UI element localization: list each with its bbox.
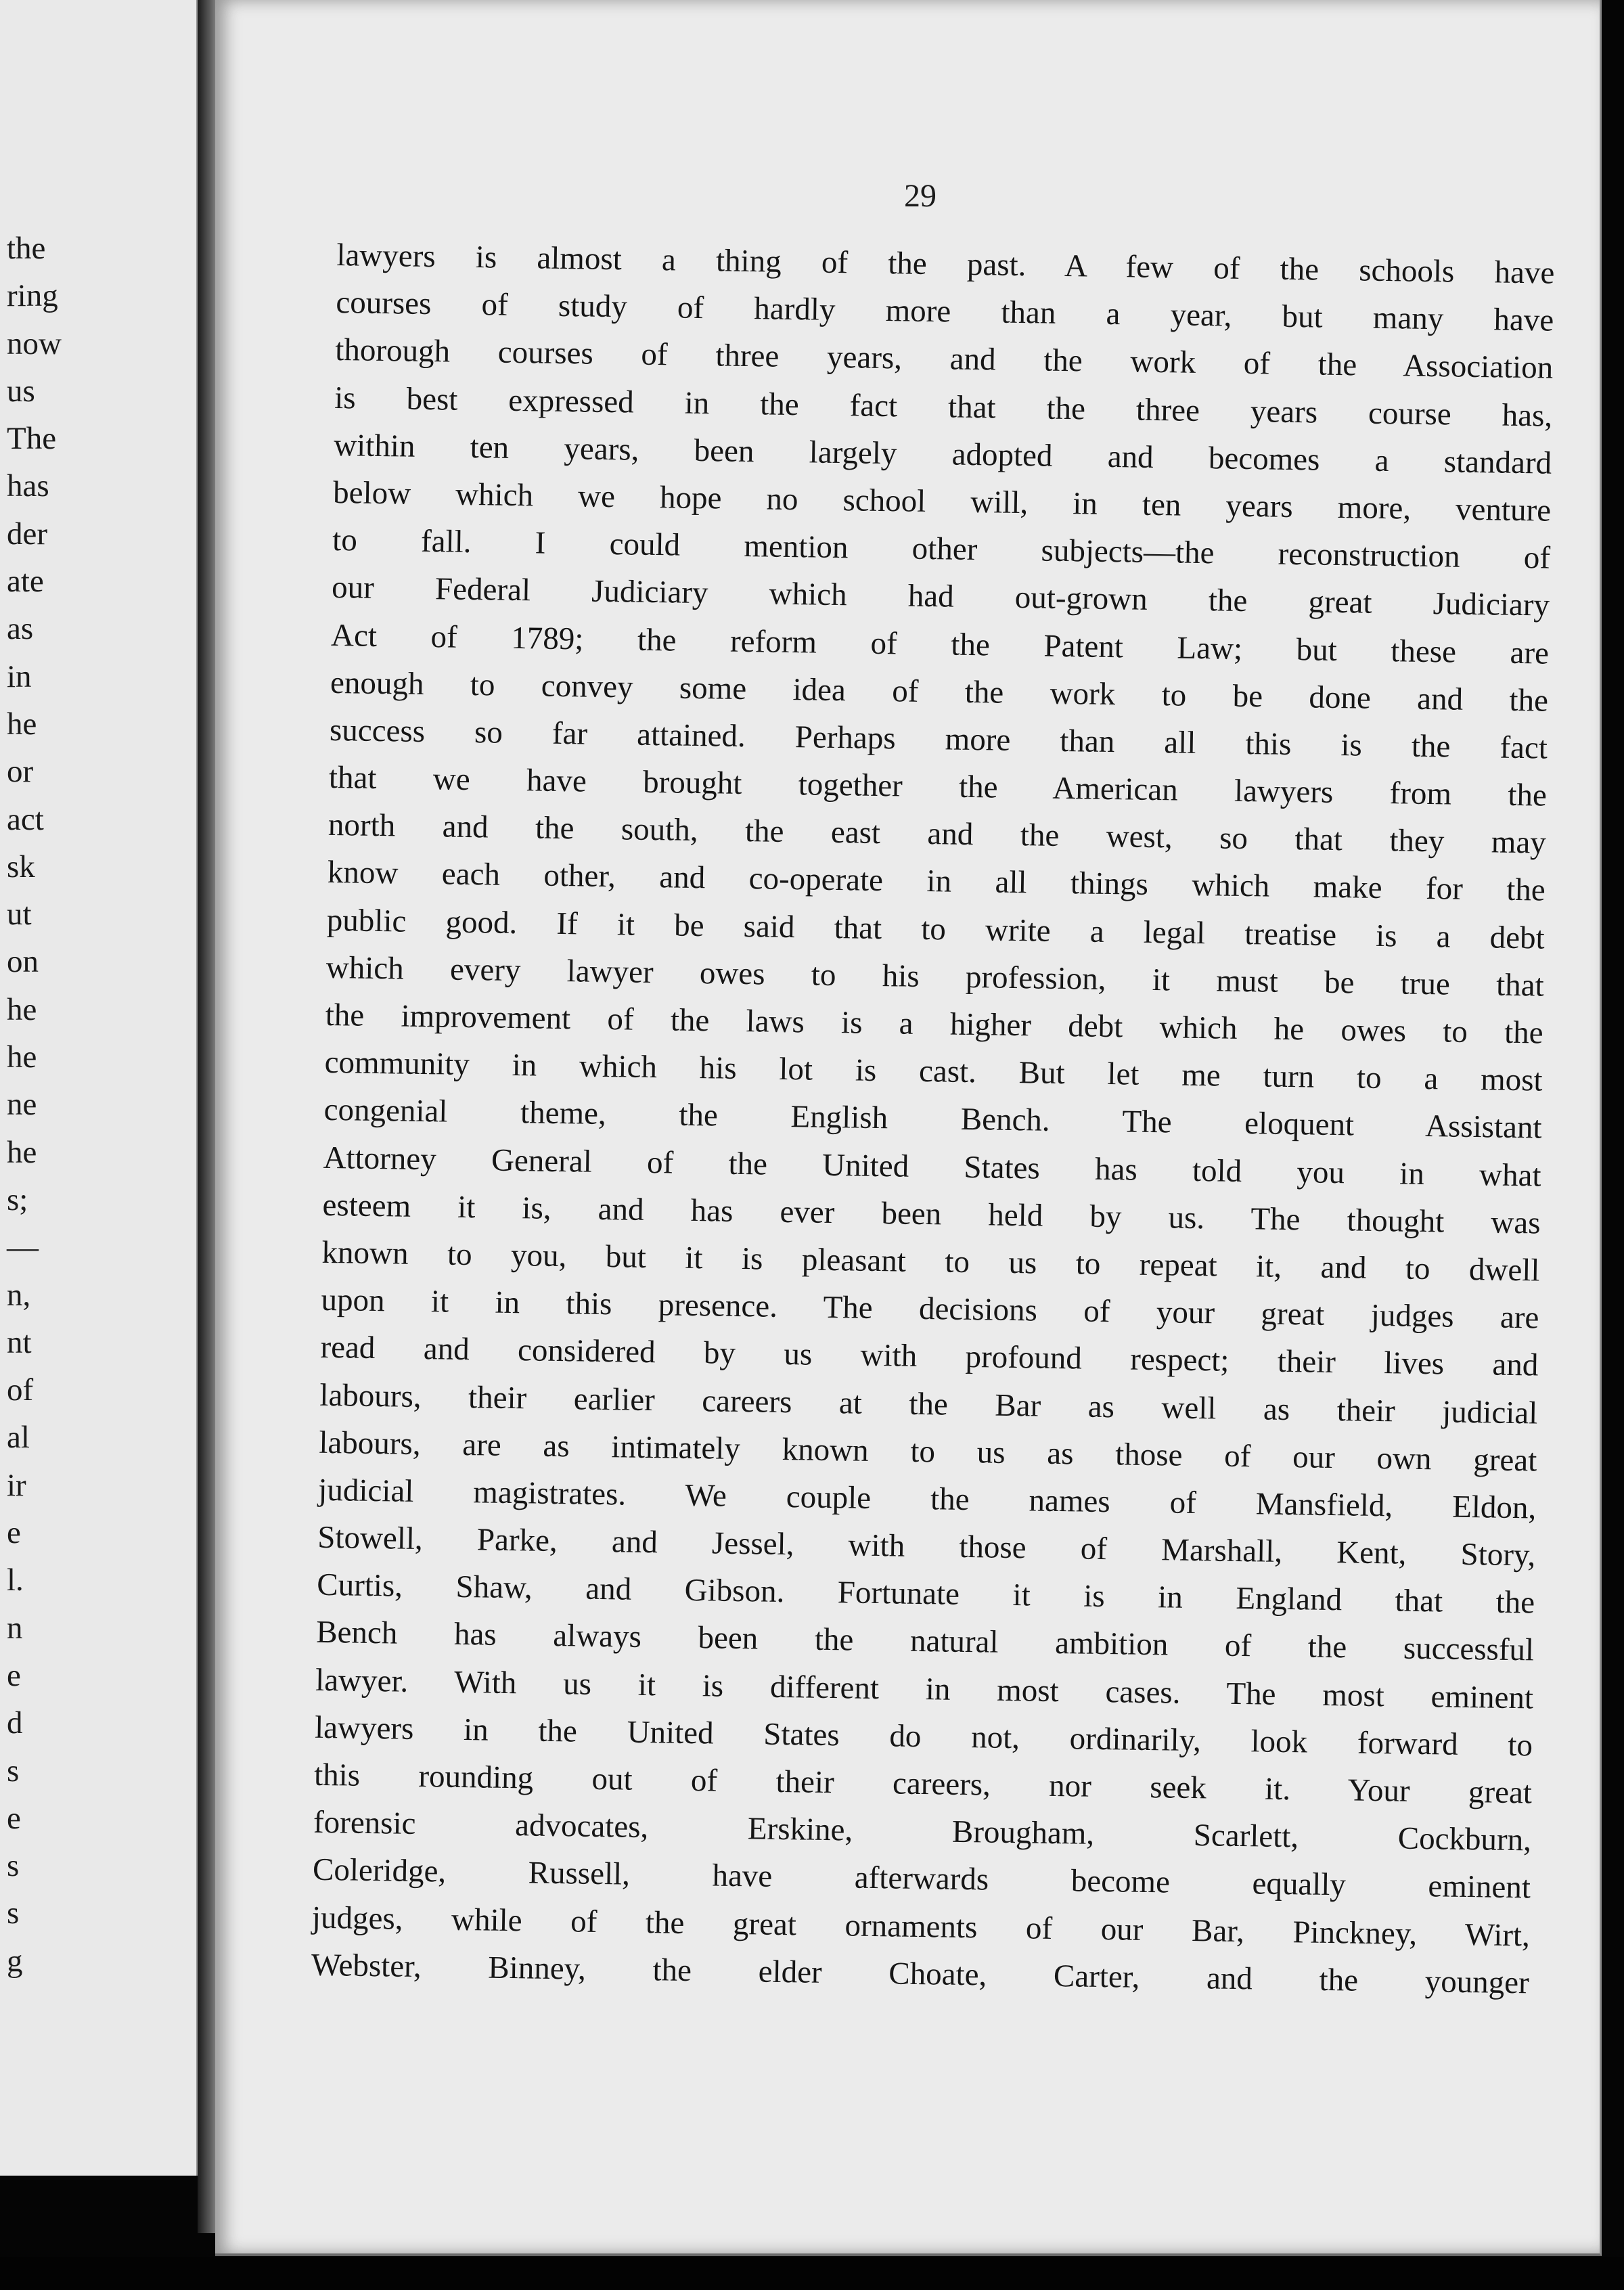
previous-page-line-fragment: as xyxy=(7,611,34,647)
previous-page-line-fragment: he xyxy=(7,1134,37,1170)
text-line: which every lawyer owes to his profession, it must be true that xyxy=(325,949,1545,1004)
text-line: Coleridge, Russell, have afterwards become equally eminent xyxy=(312,1852,1531,1906)
scan-bottom-edge xyxy=(0,2257,1624,2290)
page-body-text xyxy=(311,231,1554,2006)
text-line: thorough courses of three years, and the work of the Association xyxy=(335,332,1554,386)
text-line: congenial theme, the English Bench. The eloquent Assistant xyxy=(323,1092,1542,1146)
previous-page-line-fragment: has xyxy=(7,468,49,504)
previous-page-line-fragment: The xyxy=(7,421,57,457)
text-line: Stowell, Parke, and Jessel, with those of Marshall, Kent, Story, xyxy=(317,1519,1536,1573)
current-page xyxy=(215,0,1602,2256)
previous-page-line-fragment: al xyxy=(7,1420,30,1456)
previous-page-line-fragment: s xyxy=(7,1895,20,1931)
text-line: is best expressed in the fact that the three years course has, xyxy=(334,380,1553,434)
previous-page-line-fragment: the xyxy=(7,231,46,266)
text-line: north and the south, the east and the west, so that they may xyxy=(328,807,1547,861)
text-line: esteem it is, and has ever been held by us. The thought was xyxy=(322,1187,1541,1241)
text-line: Act of 1789; the reform of the Patent Law; but these are xyxy=(330,617,1550,671)
previous-page-line-fragment: ne xyxy=(7,1087,37,1123)
previous-page-line-fragment: e xyxy=(7,1515,21,1551)
text-line: public good. If it be said that to write a legal treatise is a debt xyxy=(326,902,1546,956)
previous-page-line-fragment: ate xyxy=(7,564,44,600)
text-line: the improvement of the laws is a higher debt which he owes to the xyxy=(325,997,1544,1051)
text-line: Webster, Binney, the elder Choate, Carter, and the younger xyxy=(311,1947,1530,2001)
previous-page-line-fragment: ir xyxy=(7,1467,26,1503)
previous-page-line-fragment: — xyxy=(7,1230,39,1265)
previous-page-line-fragment: he xyxy=(7,706,37,742)
text-line: labours, are as intimately known to us as those of our own great xyxy=(319,1424,1537,1479)
text-line: within ten years, been largely adopted and becomes a standard xyxy=(333,427,1552,481)
previous-page-line-fragment: in xyxy=(7,658,32,694)
previous-page-line-fragment: of xyxy=(7,1372,34,1408)
previous-page-line-fragment: s xyxy=(7,1753,20,1789)
text-line: know each other, and co-operate in all things which make for the xyxy=(327,855,1546,909)
previous-page-text xyxy=(0,225,62,1985)
previous-page-line-fragment: sk xyxy=(7,849,35,884)
text-line: enough to convey some idea of the work to be done and the xyxy=(330,665,1549,719)
text-line: lawyer. With us it is different in most cases. The most eminent xyxy=(315,1662,1534,1716)
previous-page-line-fragment: now xyxy=(7,325,62,361)
text-line: that we have brought together the American lawyers from the xyxy=(328,759,1548,813)
text-line: lawyers is almost a thing of the past. A few of the schools have xyxy=(336,237,1555,291)
previous-page-line-fragment: he xyxy=(7,1039,37,1075)
previous-page-line-fragment: s xyxy=(7,1848,20,1884)
text-line: upon it in this presence. The decisions of your great judges are xyxy=(321,1282,1539,1336)
previous-page-line-fragment: l. xyxy=(7,1563,24,1598)
text-line: Bench has always been the natural ambition of the successful xyxy=(315,1615,1535,1668)
previous-page-line-fragment: s; xyxy=(7,1182,28,1217)
text-line: success so far attained. Perhaps more than all this is the fact xyxy=(329,712,1548,766)
previous-page-line-fragment: he xyxy=(7,991,37,1027)
previous-page xyxy=(0,0,200,2176)
page-number: 29 xyxy=(904,178,937,214)
text-line: Attorney General of the United States has told you in what xyxy=(323,1140,1541,1194)
previous-page-line-fragment: act xyxy=(7,801,44,837)
previous-page-line-fragment: n xyxy=(7,1610,23,1646)
text-line: to fall. I could mention other subjects—the reconstruction of xyxy=(332,522,1551,576)
text-line: this rounding out of their careers, nor seek it. Your great xyxy=(313,1757,1533,1811)
previous-page-line-fragment: e xyxy=(7,1800,21,1836)
text-line: known to you, but it is pleasant to us to repeat it, and to dwell xyxy=(321,1234,1540,1288)
previous-page-line-fragment: g xyxy=(7,1943,23,1979)
previous-page-line-fragment: ring xyxy=(7,278,58,314)
previous-page-line-fragment: us xyxy=(7,373,35,409)
text-line: judges, while of the great ornaments of our Bar, Pinckney, Wirt, xyxy=(311,1900,1531,1953)
previous-page-line-fragment: nt xyxy=(7,1324,32,1360)
previous-page-line-fragment: e xyxy=(7,1657,21,1693)
text-line: below which we hope no school will, in ten years more, venture xyxy=(332,474,1552,529)
previous-page-line-fragment: n, xyxy=(7,1277,31,1313)
previous-page-line-fragment: or xyxy=(7,754,34,790)
text-line: courses of study of hardly more than a year, but many have xyxy=(336,285,1554,338)
text-line: labours, their earlier careers at the Bar as well as their judicial xyxy=(319,1377,1538,1431)
text-line: judicial magistrates. We couple the names of Mansfield, Eldon, xyxy=(318,1472,1537,1526)
text-line: Curtis, Shaw, and Gibson. Fortunate it is in England that the xyxy=(316,1567,1535,1621)
previous-page-line-fragment: d xyxy=(7,1705,23,1741)
text-line: community in which his lot is cast. But let me turn to a most xyxy=(324,1045,1543,1098)
text-line: our Federal Judiciary which had out-grown the great Judiciary xyxy=(331,570,1550,623)
text-line: forensic advocates, Erskine, Brougham, Scarlett, Cockburn, xyxy=(313,1804,1532,1858)
previous-page-line-fragment: ut xyxy=(7,897,32,933)
previous-page-line-fragment: der xyxy=(7,516,48,552)
previous-page-line-fragment: on xyxy=(7,944,39,980)
text-line: lawyers in the United States do not, ordinarily, look forward to xyxy=(314,1709,1533,1764)
text-line: read and considered by us with profound respect; their lives and xyxy=(320,1330,1539,1383)
